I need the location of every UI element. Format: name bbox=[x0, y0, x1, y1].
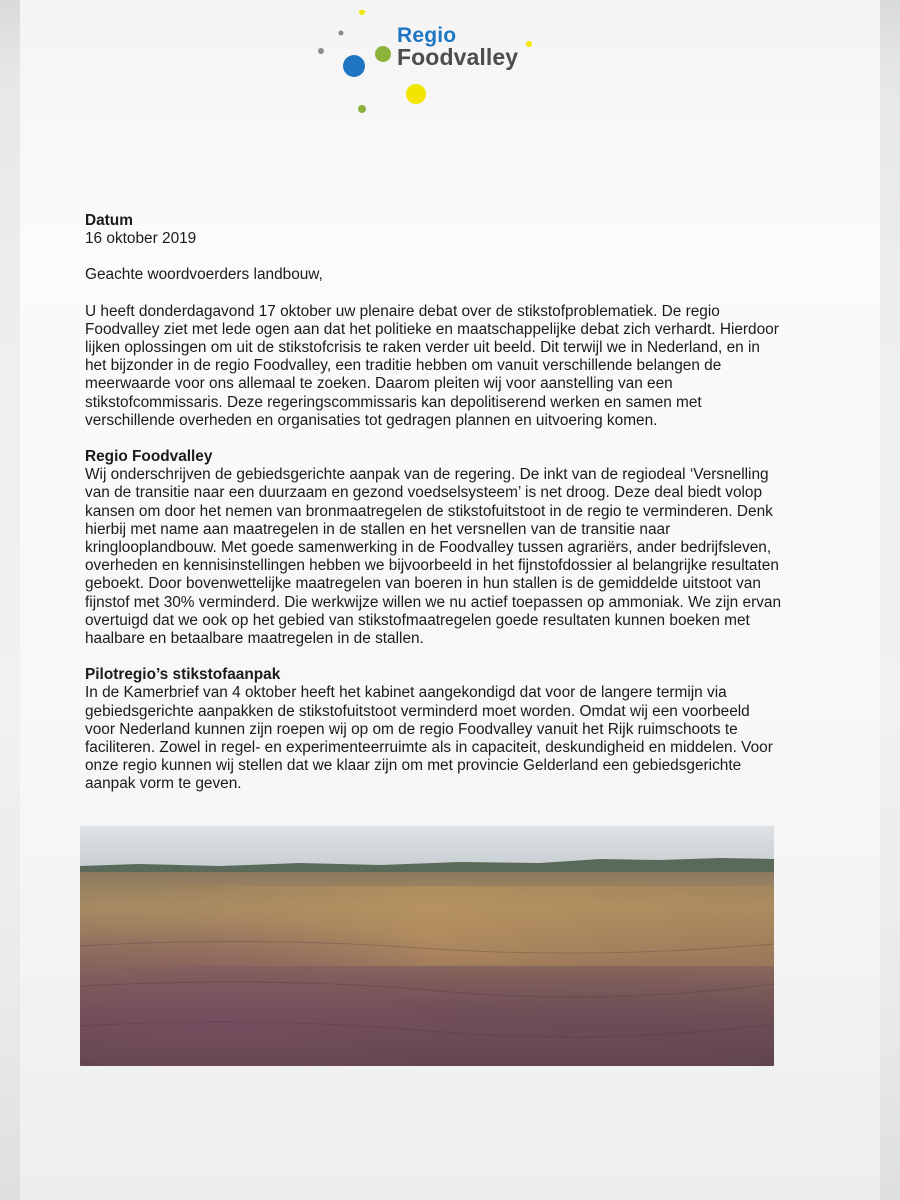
section1-line: fijnstof met 30% verminderd. Die werkwijze willen we nu actief toepassen op ammoniak. We zijn ervan bbox=[85, 593, 782, 611]
logo-word-foodvalley: Foodvalley bbox=[397, 44, 519, 70]
section1-line: overtuigd dat we ook op het gebied van stikstofmaatregelen goede resultaten kunnen boeken met bbox=[85, 611, 750, 629]
logo-dot-yellow-large bbox=[406, 84, 426, 104]
intro-line: verschillende overheden en organisaties tot gedragen plannen en uitvoering komen. bbox=[85, 411, 658, 429]
logo-dot-green bbox=[375, 46, 391, 62]
section1-line: haalbare en betaalbare maatregelen in de stallen. bbox=[85, 630, 424, 648]
section1-line: geboekt. Door bovenwettelijke maatregelen van boeren in hun stallen is de gemiddelde uitstoot van bbox=[85, 575, 761, 593]
section2-line: faciliteren. Zowel in regel- en experimenteerruimte als in capaciteit, deskundigheid en middelen. Voor bbox=[85, 739, 773, 757]
logo-dot-green-small bbox=[358, 105, 366, 113]
logo-dot-yellow-right bbox=[526, 41, 532, 47]
section-heading-pilotregios: Pilotregio’s stikstofaanpak bbox=[85, 666, 281, 684]
intro-line: U heeft donderdagavond 17 oktober uw plenaire debat over de stikstofproblematiek. De regio bbox=[85, 302, 720, 320]
heathland-photo bbox=[80, 826, 774, 1066]
date-label: Datum bbox=[85, 212, 133, 229]
section-paragraph-pilotregios bbox=[85, 684, 773, 793]
spacer bbox=[85, 285, 757, 303]
intro-line: Foodvalley ziet met lede ogen aan dat het politieke en maatschappelijke debat zich verhardt. Hierdoor bbox=[85, 320, 779, 338]
section2-line: voor Nederland kunnen zijn roepen wij op om de regio Foodvalley vanuit het Rijk ruimschoots te bbox=[85, 720, 738, 738]
logo-dot-gray bbox=[318, 48, 324, 54]
intro-line: lijken oplossingen om uit de stikstofcrisis te raken verder uit beeld. Dit terwijl we in Nederland, en in bbox=[85, 339, 760, 357]
regio-foodvalley-logo bbox=[310, 10, 550, 120]
section1-line: van de transitie naar een duurzaam en gezond voedselsysteem’ is net droog. Deze deal biedt volop bbox=[85, 484, 763, 502]
logo-dot-blue bbox=[343, 55, 365, 77]
section1-line: kringlooplandbouw. Met goede samenwerking in de Foodvalley tussen agrariërs, ander bedrijfsleven, bbox=[85, 539, 772, 557]
intro-line: het bijzonder in de regio Foodvalley, een traditie hebben om vanuit verschillende belangen de bbox=[85, 357, 722, 375]
section2-line: In de Kamerbrief van 4 oktober heeft het kabinet aangekondigd dat voor de langere termijn via bbox=[85, 684, 727, 702]
section1-line: Wij onderschrijven de gebiedsgerichte aanpak van de regering. De inkt van de regiodeal ‘Versnelling bbox=[85, 466, 769, 484]
letter-body bbox=[85, 212, 782, 794]
date-value: 16 oktober 2019 bbox=[85, 230, 197, 248]
spacer bbox=[85, 248, 757, 266]
section1-line: kansen om door het nemen van bronmaatregelen de stikstofuitstoot in de regio te verminderen. Denk bbox=[85, 502, 773, 520]
logo-dot-yellow-small bbox=[359, 10, 365, 15]
intro-paragraph bbox=[85, 302, 779, 430]
section1-line: hierbij met name aan maatregelen in de stallen en het versnellen van de transitie naar bbox=[85, 520, 671, 538]
salutation: Geachte woordvoerders landbouw, bbox=[85, 266, 323, 284]
section2-line: gebiedsgerichte aanpakken de stikstofuitstoot verminderd moet worden. Omdat wij een voorbeeld bbox=[85, 702, 750, 720]
logo-dot-gray-small bbox=[339, 31, 344, 36]
heathland-landscape bbox=[80, 826, 774, 1066]
section1-line: overheden en kennisinstellingen hebben we bijvoorbeeld in het fijnstofdossier al belangrijke resultaten bbox=[85, 557, 779, 575]
section-paragraph-regio-foodvalley bbox=[85, 466, 782, 648]
intro-line: meerwaarde voor ons allemaal te zoeken. Daarom pleiten wij voor aanstelling van een bbox=[85, 375, 673, 393]
logo-word-regio: Regio bbox=[397, 24, 457, 47]
section2-line: onze regio kunnen wij stellen dat we klaar zijn om met provincie Gelderland een gebiedsgerichte bbox=[85, 757, 742, 775]
intro-line: stikstofcommissaris. Deze regeringscommissaris kan depolitiserend werken en samen met bbox=[85, 393, 702, 411]
section2-line: aanpak vorm te geven. bbox=[85, 775, 242, 793]
section-heading-regio-foodvalley: Regio Foodvalley bbox=[85, 448, 213, 466]
